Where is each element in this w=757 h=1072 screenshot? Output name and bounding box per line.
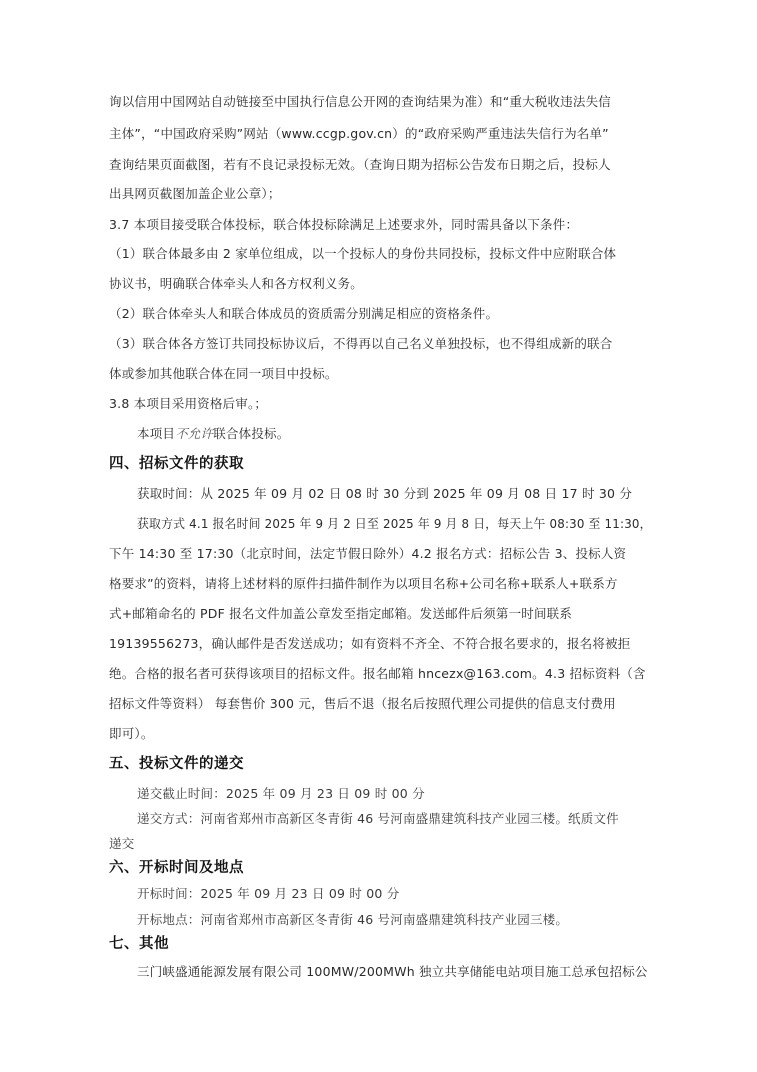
acquire-method-line: 招标文件等资料） 每套售价 300 元，售后不退（报名后按照代理公司提供的信息支付费用 [109,696,616,711]
condition-2-line: （2）联合体牵头人和联合体成员的资质需分别满足相应的资格条件。 [109,306,499,321]
acquire-method-line: 19139556273，确认邮件是否发送成功；如有资料不齐全、不符合报名要求的，报名将被拒 [109,636,631,651]
acquire-method-line: 格要求”的资料，请将上述材料的原件扫描件制作为以项目名称+公司名称+联系人+联系方 [109,576,618,591]
acquire-method-line: 获取方式 4.1 报名时间 2025 年 9 月 2 日至 2025 年 9 月 8 日，每天上午 08:30 至 11:30， [137,516,652,531]
consortium-prefix: 本项目 [137,426,176,441]
submission-method-line: 递交 [109,836,135,851]
section-heading-6: 六、开标时间及地点 [109,860,244,876]
acquire-method-line: 绝。合格的报名者可获得该项目的招标文件。报名邮箱 hncezx@163.com。4.3 招标资料（含 [109,666,646,681]
text-line: 主体”，“中国政府采购”网站（www.ccgp.gov.cn）的“政府采购严重违法失信行为名单” [109,126,609,141]
text-line: 询以信用中国网站自动链接至中国执行信息公开网的查询结果为准）和“重大税收违法失信 [109,94,611,109]
acquire-method-line: 式+邮箱命名的 PDF 报名文件加盖公章发至指定邮箱。发送邮件后须第一时间联系 [109,606,573,621]
other-line: 三门峡盛通能源发展有限公司 100MW/200MWh 独立共享储能电站项目施工总承包招标公 [137,964,648,979]
text-line: 查询结果页面截图，若有不良记录投标无效。（查询日期为招标公告发布日期之后，投标人 [109,157,611,172]
opening-time: 开标时间：2025 年 09 月 23 日 09 时 00 分 [137,886,400,901]
consortium-suffix: 联合体投标。 [213,426,290,441]
acquire-method-line: 即可）。 [109,726,154,741]
submission-method-line: 递交方式：河南省郑州市高新区冬青街 46 号河南盛鼎建筑科技产业园三楼。纸质文件 [137,811,619,826]
opening-location: 开标地点：河南省郑州市高新区冬青街 46 号河南盛鼎建筑科技产业园三楼。 [137,912,569,927]
acquire-method-line: 下午 14:30 至 17:30（北京时间，法定节假日除外）4.2 报名方式：招标公告 3、投标人资 [109,546,627,561]
condition-1-line: （1）联合体最多由 2 家单位组成，以一个投标人的身份共同投标，投标文件中应附联合体 [109,246,617,261]
condition-3-line: （3）联合体各方签订共同投标协议后，不得再以自己名义单独投标，也不得组成新的联合 [109,336,613,351]
section-heading-5: 五、投标文件的递交 [109,756,244,772]
condition-3-line: 体或参加其他联合体在同一项目中投标。 [109,366,338,381]
submission-deadline: 递交截止时间：2025 年 09 月 23 日 09 时 00 分 [137,786,425,801]
text-line: 出具网页截图加盖企业公章）； [109,186,281,201]
section-heading-4: 四、招标文件的获取 [109,456,244,472]
section-heading-7: 七、其他 [109,936,169,952]
clause-3-7: 3.7 本项目接受联合体投标，联合体投标除满足上述要求外，同时需具备以下条件： [109,217,579,232]
consortium-value: 不允许 [175,426,214,441]
clause-3-8: 3.8 本项目采用资格后审。； [109,396,268,411]
consortium-note [137,426,289,442]
condition-1-line: 协议书，明确联合体牵头人和各方权利义务。 [109,276,364,291]
acquire-time: 获取时间：从 2025 年 09 月 02 日 08 时 30 分到 2025 年 09 月 08 日 17 时 30 分 [137,486,633,501]
